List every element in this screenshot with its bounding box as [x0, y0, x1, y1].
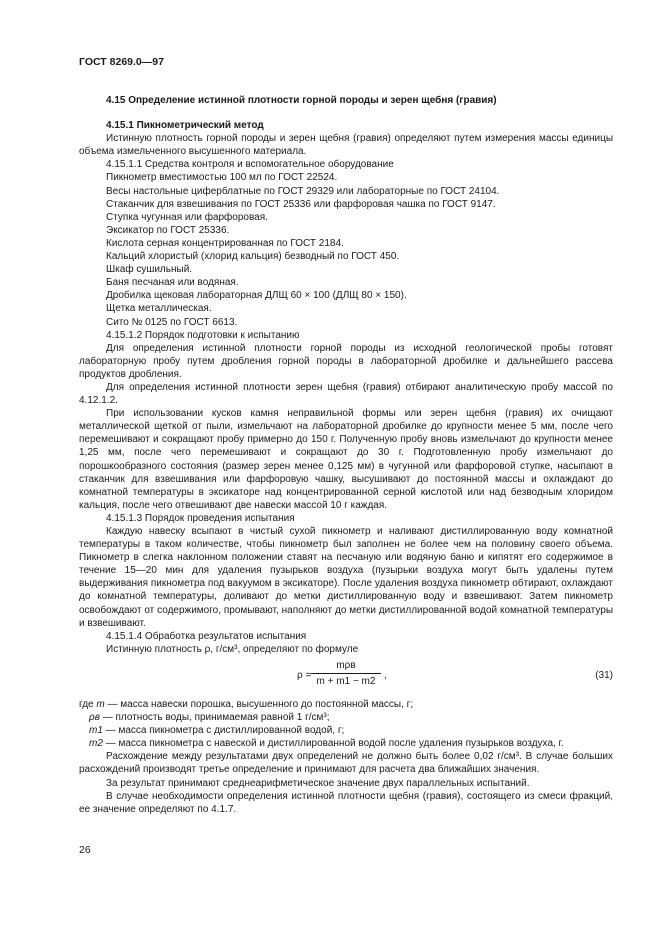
- formula-numerator: mρв: [311, 659, 381, 674]
- equipment-item: Сито № 0125 по ГОСТ 6613.: [106, 316, 238, 328]
- prep-paragraph: Для определения истинной плотности зерен щебня (гравия) отбирают аналитическую пробу массой по 4.12.1.2.: [79, 381, 613, 407]
- definition-rho-w: [79, 711, 613, 724]
- prep-paragraph: При использовании кусков камня неправильной формы или зерен щебня (гравия) их очищают металлической щеткой от пыли, измельчают на лабораторной дробилке до крупности менее 5 мм, после чего перемешивают и сокращают пробу примерно до 150 г. Полученную пробу вновь измельчают до крупности менее 1,25 мм, после чего перемешивают и сокращают до 30 г. Подготовленную пробу измельчают до порошкообразного состояния (размер зерен менее 0,125 мм) в чугунной или фарфоровой ступке, насыпают в стаканчик для взвешивания или фарфоровую чашку, высушивают до постоянной массы и охлаждают до комнатной температуры в эксикаторе над концентрированной серной кислотой или над безводным хлоридом кальция, после чего отвешивают две навески массой 10 г каждая.: [79, 408, 613, 511]
- document-code: ГОСТ 8269.0—97: [79, 56, 164, 68]
- equipment-item: Дробилка щековая лабораторная ДЛЩ 60 × 100 (ДЛЩ 80 × 150).: [106, 290, 407, 302]
- equipment-item: Эксикатор по ГОСТ 25336.: [106, 224, 230, 236]
- closing-paragraph: За результат принимают среднеарифметическое значение двух параллельных испытаний.: [106, 777, 530, 789]
- test-heading: 4.15.1.3 Порядок проведения испытания: [106, 512, 295, 524]
- formula: [79, 658, 613, 694]
- formula-denominator: m + m1 − m2: [316, 676, 376, 688]
- equipment-item: Баня песчаная или водяная.: [106, 277, 239, 289]
- definition-symbol: m1: [89, 725, 103, 737]
- equipment-item: Кальций хлористый (хлорид кальция) безводный по ГОСТ 450.: [106, 251, 400, 263]
- subsection-title: 4.15.1 Пикнометрический метод: [106, 120, 264, 132]
- prep-heading: 4.15.1.2 Порядок подготовки к испытанию: [106, 329, 300, 341]
- formula-lhs: ρ =: [297, 669, 312, 681]
- definition-text: — масса пикнометра с дистиллированной водой, г;: [102, 725, 345, 737]
- formula-comma: ,: [384, 669, 387, 681]
- document-body: [79, 88, 613, 816]
- definition-text: — плотность воды, принимаемая равной 1 г/см³;: [99, 712, 330, 724]
- page-number: 26: [79, 844, 91, 856]
- intro-paragraph: Истинную плотность горной породы и зерен щебня (гравия) определяют путем измерения массы единицы объема измельченного высушенного материала.: [79, 133, 613, 158]
- formula-number: (31): [595, 669, 613, 681]
- test-paragraph: Каждую навеску всыпают в чистый сухой пикнометр и наливают дистиллированную воду комнатной температуры в таком количестве, чтобы пикнометр был заполнен не более чем на половину своего объема. Пикнометр в слегка наклонном положении ставят на песчаную или водяную баню и кипятят его содержимое в течение 15—20 мин для удаления пузырьков воздуха (пузырьки воздуха могут быть удалены путем выдерживания пикнометра под вакуумом в эксикаторе). После удаления воздуха пикнометр обтирают, охлаждают до комнатной температуры, доливают до метки дистиллированную воду и взвешивают. Затем пикнометр освобождают от содержимого, промывают, наполняют до метки дистиллированной водой комнатной температуры и взвешивают.: [79, 526, 613, 629]
- equipment-item: Шкаф сушильный.: [106, 264, 193, 276]
- definition-m1: [79, 724, 613, 737]
- closing-paragraph: Расхождение между результатами двух определений не должно быть более 0,02 г/см³. В случае больших расхождений производят третье определение и принимают для расчета два ближайших значения.: [79, 751, 613, 776]
- definition-text: — масса пикнометра с навеской и дистиллированной водой после удаления пузырьков воздуха, г.: [102, 738, 564, 750]
- section-title: 4.15 Определение истинной плотности горной породы и зерен щебня (гравия): [106, 95, 497, 106]
- results-heading: 4.15.1.4 Обработка результатов испытания: [106, 630, 307, 642]
- formula-intro: Истинную плотность ρ, г/см³, определяют по формуле: [106, 643, 359, 655]
- equipment-item: Щетка металлическая.: [106, 303, 212, 315]
- definition-m2: [79, 737, 613, 750]
- definition-symbol: ρв: [89, 712, 100, 724]
- equipment-item: Ступка чугунная или фарфоровая.: [106, 211, 268, 223]
- formula-fraction: [311, 659, 381, 688]
- prep-paragraph: Для определения истинной плотности горной породы из исходной геологической пробы готовят лабораторную пробу путем дробления горной породы в лабораторной дробилке и дальнейшего рассева продуктов дробления.: [79, 342, 613, 380]
- equipment-item: Кислота серная концентрированная по ГОСТ 2184.: [106, 237, 344, 249]
- definition-symbol: m: [96, 698, 105, 710]
- definition-symbol: m2: [89, 738, 103, 750]
- closing-paragraph: В случае необходимости определения истинной плотности щебня (гравия), состоящего из смеси фракций, ее значение определяют по 4.1.7.: [79, 790, 613, 815]
- equipment-item: Стаканчик для взвешивания по ГОСТ 25336 или фарфоровая чашка по ГОСТ 9147.: [106, 198, 496, 210]
- equipment-item: Весы настольные циферблатные по ГОСТ 29329 или лабораторные по ГОСТ 24104.: [106, 185, 500, 197]
- equipment-heading: 4.15.1.1 Средства контроля и вспомогательное оборудование: [106, 159, 394, 171]
- definition-m: [79, 698, 613, 711]
- definition-text: — масса навески порошка, высушенного до постоянной массы, г;: [104, 698, 414, 710]
- equipment-item: Пикнометр вместимостью 100 мл по ГОСТ 22524.: [106, 172, 338, 184]
- definition-prefix: где: [79, 698, 97, 710]
